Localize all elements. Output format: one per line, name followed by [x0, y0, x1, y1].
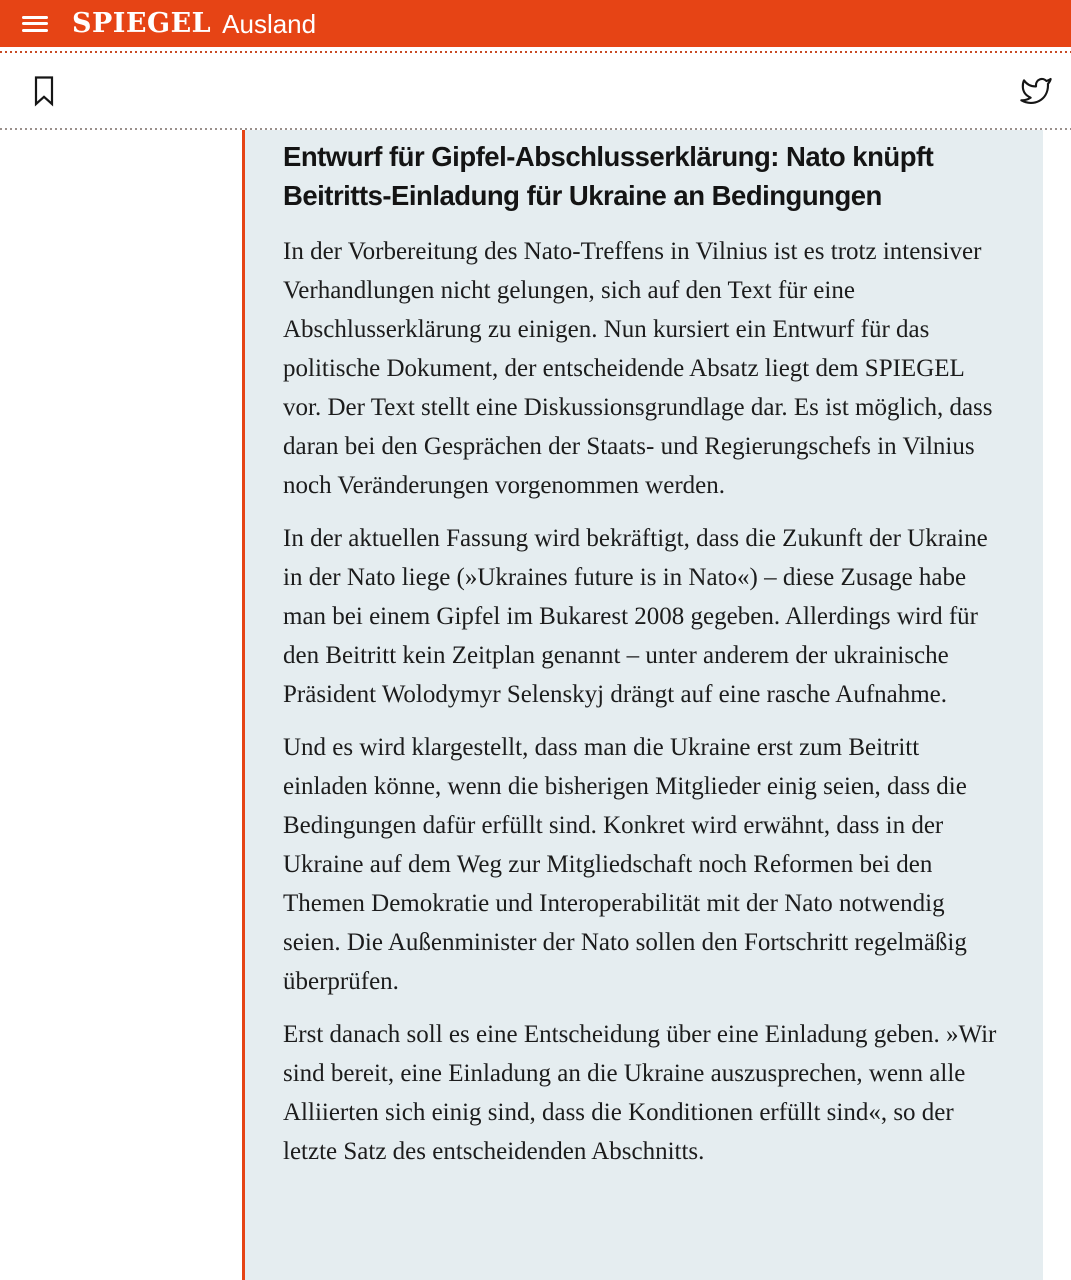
bookmark-icon[interactable]: [31, 75, 57, 107]
section-label[interactable]: Ausland: [222, 8, 317, 39]
spiegel-logo[interactable]: SPIEGEL: [72, 8, 212, 39]
article-paragraph: In der aktuellen Fassung wird bekräftigt, dass die Zukunft der Ukraine in der Nato liege (»Ukraines future is in Nato«) – diese Zusage habe man bei einem Gipfel im Bukarest 2008 gegeben. Allerdings wird für den Beitritt kein Zeitplan genannt – unter anderem der ukrainische Präsident Wolodymyr Selenskyj drängt auf eine rasche Aufnahme.: [283, 525, 988, 708]
article-headline: Entwurf für Gipfel-Abschlusserklärung: Nato knüpft Beitritts-Einladung für Ukraine an Bedingungen: [283, 141, 934, 211]
hamburger-bar: [22, 16, 48, 19]
app-header: [0, 0, 1071, 47]
hamburger-bar: [22, 29, 48, 32]
article-block: [242, 130, 1043, 1280]
twitter-icon[interactable]: [1020, 75, 1052, 107]
article-paragraph: In der Vorbereitung des Nato-Treffens in Vilnius ist es trotz intensiver Verhandlungen nicht gelungen, sich auf den Text für eine Abschlusserklärung zu einigen. Nun kursiert ein Entwurf für das politische Dokument, der entscheidende Absatz liegt dem SPIEGEL vor. Der Text stellt eine Diskussionsgrundlage dar. Es ist möglich, dass daran bei den Gesprächen der Staats- und Regierungschefs in Vilnius noch Veränderungen vorgenommen werden.: [283, 238, 993, 499]
hamburger-icon[interactable]: [22, 16, 48, 32]
article-paragraph: Und es wird klargestellt, dass man die Ukraine erst zum Beitritt einladen könne, wenn die bisherigen Mitglieder einig seien, dass die Bedingungen dafür erfüllt sind. Konkret wird erwähnt, dass in der Ukraine auf dem Weg zur Mitgliedschaft noch Reformen bei den Themen Demokratie und Interoperabilität mit der Nato notwendig seien. Die Außenminister der Nato sollen den Fortschritt regelmäßig überprüfen.: [283, 734, 967, 995]
article-paragraph: Erst danach soll es eine Entscheidung über eine Einladung geben. »Wir sind bereit, eine Einladung an die Ukraine auszusprechen, wenn alle Alliierten sich einig sind, dass die Konditionen erfüllt sind«, so der letzte Satz des entscheidenden Abschnitts.: [283, 1021, 997, 1165]
article-toolbar: [0, 53, 1071, 128]
hamburger-bar: [22, 22, 48, 25]
